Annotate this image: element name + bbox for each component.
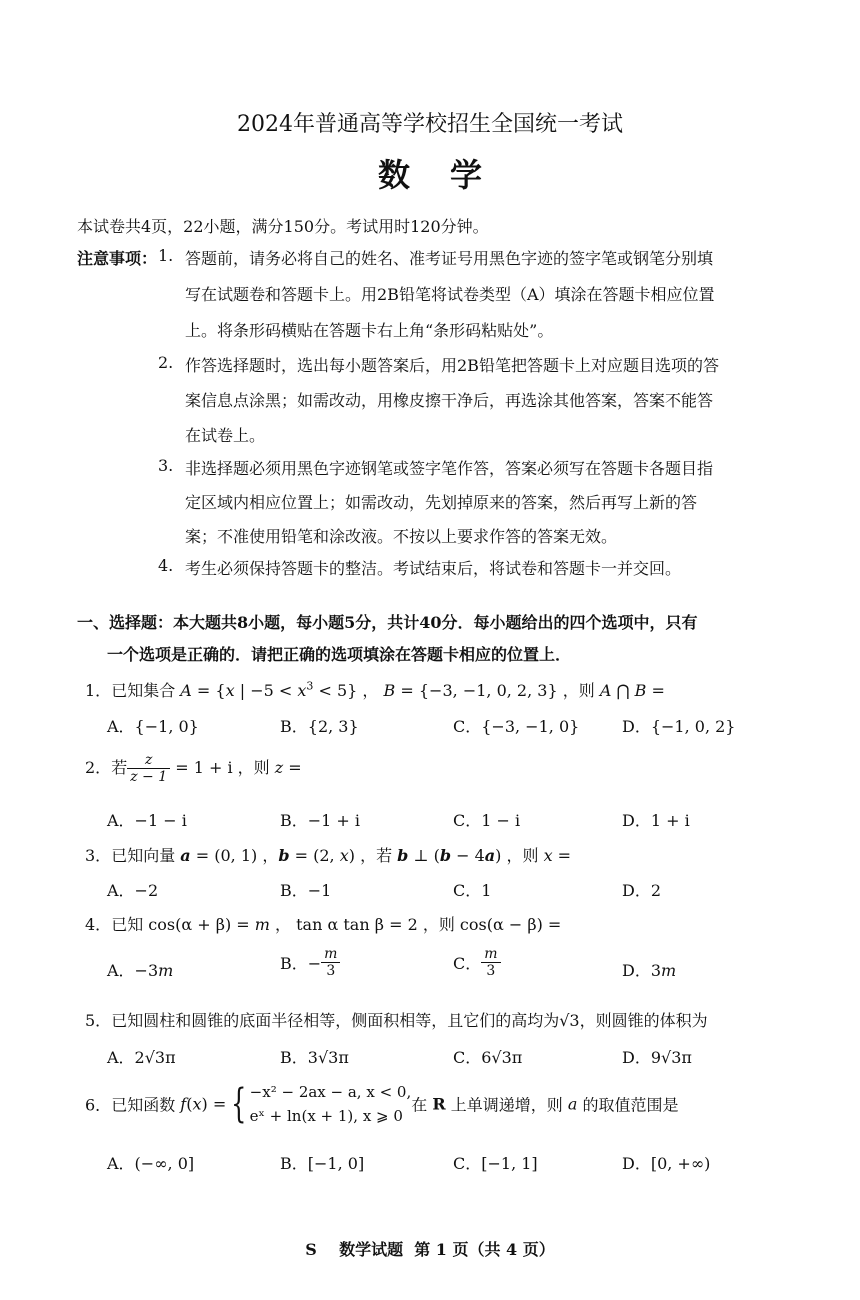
option-c: C．{−3, −1, 0} [453, 717, 580, 736]
stem-text: 已知函数 [111, 1095, 181, 1115]
question-number: 1． [85, 681, 112, 700]
fraction-denominator: 3 [486, 963, 496, 979]
question-2-stem [85, 752, 302, 785]
math-var: A [180, 681, 192, 700]
stem-text: ⊥ ( [408, 846, 440, 865]
math-var: m [158, 961, 174, 980]
math-var: m [254, 915, 270, 934]
notice-item-line: 案；不准使用铅笔和涂改液。不按以上要求作答的答案无效。 [185, 527, 618, 546]
option-b [280, 946, 340, 979]
option-b: B．−1 + i [280, 811, 361, 830]
stem-text: ， tan α tan β = 2 ，则 cos(α − β) = [269, 915, 562, 934]
option-b: B．{2, 3} [280, 717, 359, 736]
math-var: z [274, 758, 284, 777]
option-b: B．[−1, 0] [280, 1154, 365, 1173]
math-vector: a [484, 846, 496, 865]
question-6-stem [85, 1080, 678, 1128]
option-d: D．{−1, 0, 2} [622, 717, 736, 736]
option-a: A．2√3π [107, 1048, 176, 1067]
option-c: C．6√3π [453, 1048, 523, 1067]
option-text: D．3 [622, 961, 662, 980]
question-number: 4． [85, 915, 112, 934]
stem-text: = { [191, 681, 226, 700]
page-footer: S 数学试题 第 1 页（共 4 页） [305, 1240, 555, 1259]
option-a: A．−2 [107, 881, 159, 900]
option-a: A．(−∞, 0] [107, 1154, 195, 1173]
math-var: B [383, 681, 396, 700]
stem-text: 上单调递增，则 [445, 1095, 568, 1115]
stem-text: ) ，若 [348, 846, 398, 865]
stem-text: − 4 [451, 846, 485, 865]
exam-title: 2024年普通高等学校招生全国统一考试 [237, 112, 623, 137]
question-4-stem [85, 912, 561, 935]
exam-intro: 本试卷共4页，22小题，满分150分。考试用时120分钟。 [77, 217, 489, 236]
option-d [622, 958, 676, 981]
option-c: C．1 [453, 881, 492, 900]
notice-label: 注意事项： [77, 249, 158, 268]
option-b: B．−1 [280, 881, 332, 900]
option-a: A．−1 − i [107, 811, 187, 830]
math-set: R [432, 1094, 446, 1114]
math-var: x [339, 846, 349, 865]
stem-text: 已知 cos(α + β) = [111, 915, 255, 934]
fraction [127, 752, 170, 785]
stem-text: < 5} ， [313, 681, 384, 700]
option-text: B．− [280, 954, 322, 973]
stem-text: ) ，则 [495, 846, 544, 865]
notice-item-number: 2. [158, 353, 174, 372]
section-heading: 一、选择题：本大题共8小题，每小题5分，共计40分．每小题给出的四个选项中，只有 [77, 613, 698, 632]
option-c: C．[−1, 1] [453, 1154, 538, 1173]
question-1-stem [85, 678, 665, 701]
subject-title: 数学 [377, 156, 522, 194]
stem-text: 已知集合 [111, 681, 181, 700]
math-vector: a [180, 846, 191, 865]
math-var: x [297, 681, 307, 700]
notice-item-number: 3. [158, 456, 174, 475]
notice-item-line: 上。将条形码横贴在答题卡右上角“条形码粘贴处”。 [185, 321, 554, 340]
math-exponent: 3 [306, 679, 314, 693]
option-b: B．3√3π [280, 1048, 349, 1067]
section-heading-continued: 一个选项是正确的．请把正确的选项填涂在答题卡相应的位置上． [107, 645, 572, 664]
option-d: D．2 [622, 881, 662, 900]
question-5-stem [85, 1008, 708, 1031]
option-d: D．[0, +∞) [622, 1154, 711, 1173]
notice-item-line: 非选择题必须用黑色字迹钢笔或签字笔作答，答案必须写在答题卡各题目指 [185, 459, 714, 478]
brace-icon: { [231, 1081, 247, 1127]
fraction-numerator: z [127, 752, 170, 769]
stem-text: 若 [111, 758, 128, 777]
math-var: x [225, 681, 235, 700]
fraction-numerator: m [481, 946, 500, 963]
fraction [481, 946, 500, 979]
question-number: 3． [85, 846, 112, 865]
math-var: x [192, 1094, 202, 1114]
stem-text: 已知向量 [111, 846, 181, 865]
option-a: A．{−1, 0} [107, 717, 199, 736]
stem-text: 的取值范围是 [577, 1095, 679, 1115]
option-c [453, 946, 501, 979]
stem-text: = [552, 846, 572, 865]
math-var: a [567, 1094, 578, 1114]
notice-item-number: 4. [158, 556, 174, 575]
case-line: eˣ + ln(x + 1), x ⩾ 0 [249, 1107, 403, 1125]
math-vector: b [439, 846, 451, 865]
option-a [107, 958, 173, 981]
fraction-denominator: 3 [326, 963, 336, 979]
math-var: B [634, 681, 647, 700]
math-var: A [599, 681, 612, 700]
math-var: f [180, 1094, 187, 1114]
notice-item-number: 1. [158, 246, 174, 265]
stem-text: 已知圆柱和圆锥的底面半径相等，侧面积相等，且它们的高均为√3，则圆锥的体积为 [111, 1011, 708, 1030]
stem-text: ) = [201, 1094, 227, 1114]
notice-item-line: 定区域内相应位置上；如需改动，先划掉原来的答案，然后再写上新的答 [185, 493, 698, 512]
stem-text: = [283, 758, 302, 777]
notice-item-line: 答题前，请务必将自己的姓名、准考证号用黑色字迹的签字笔或钢笔分别填 [185, 249, 714, 268]
option-text: A．−3 [107, 961, 159, 980]
fraction-numerator: m [321, 946, 340, 963]
math-var: m [661, 961, 677, 980]
option-text: C． [453, 954, 482, 973]
option-d: D．9√3π [622, 1048, 692, 1067]
fraction [321, 946, 340, 979]
fraction-denominator: z − 1 [130, 769, 168, 785]
question-number: 2． [85, 758, 112, 777]
math-vector: b [278, 846, 290, 865]
stem-text: 在 [411, 1095, 433, 1115]
stem-text: ( [186, 1094, 193, 1114]
stem-text: = 1 + i ，则 [170, 758, 275, 777]
question-number: 5． [85, 1011, 112, 1030]
notice-item-line: 作答选择题时，选出每小题答案后，用2B铅笔把答题卡上对应题目选项的答 [185, 356, 719, 375]
case-line: −x² − 2ax − a, x < 0, [249, 1083, 412, 1101]
stem-text: ⋂ [611, 681, 635, 700]
math-vector: b [397, 846, 409, 865]
stem-text: = [646, 681, 665, 700]
option-d: D．1 + i [622, 811, 690, 830]
math-var: x [543, 846, 553, 865]
notice-item-line: 考生必须保持答题卡的整洁。考试结束后，将试卷和答题卡一并交回。 [185, 559, 682, 578]
notice-item-line: 写在试题卷和答题卡上。用2B铅笔将试卷类型（A）填涂在答题卡相应位置 [185, 285, 715, 304]
stem-text: = {−3, −1, 0, 2, 3} ，则 [395, 681, 600, 700]
stem-text: = (0, 1) ， [190, 846, 279, 865]
question-3-stem [85, 843, 571, 866]
piecewise-cases [250, 1080, 412, 1128]
question-number: 6． [85, 1095, 112, 1115]
notice-item-line: 在试卷上。 [185, 426, 266, 445]
stem-text: | −5 < [234, 681, 298, 700]
stem-text: = (2, [289, 846, 340, 865]
option-c: C．1 − i [453, 811, 521, 830]
notice-item-line: 案信息点涂黑；如需改动，用橡皮擦干净后，再选涂其他答案，答案不能答 [185, 391, 714, 410]
